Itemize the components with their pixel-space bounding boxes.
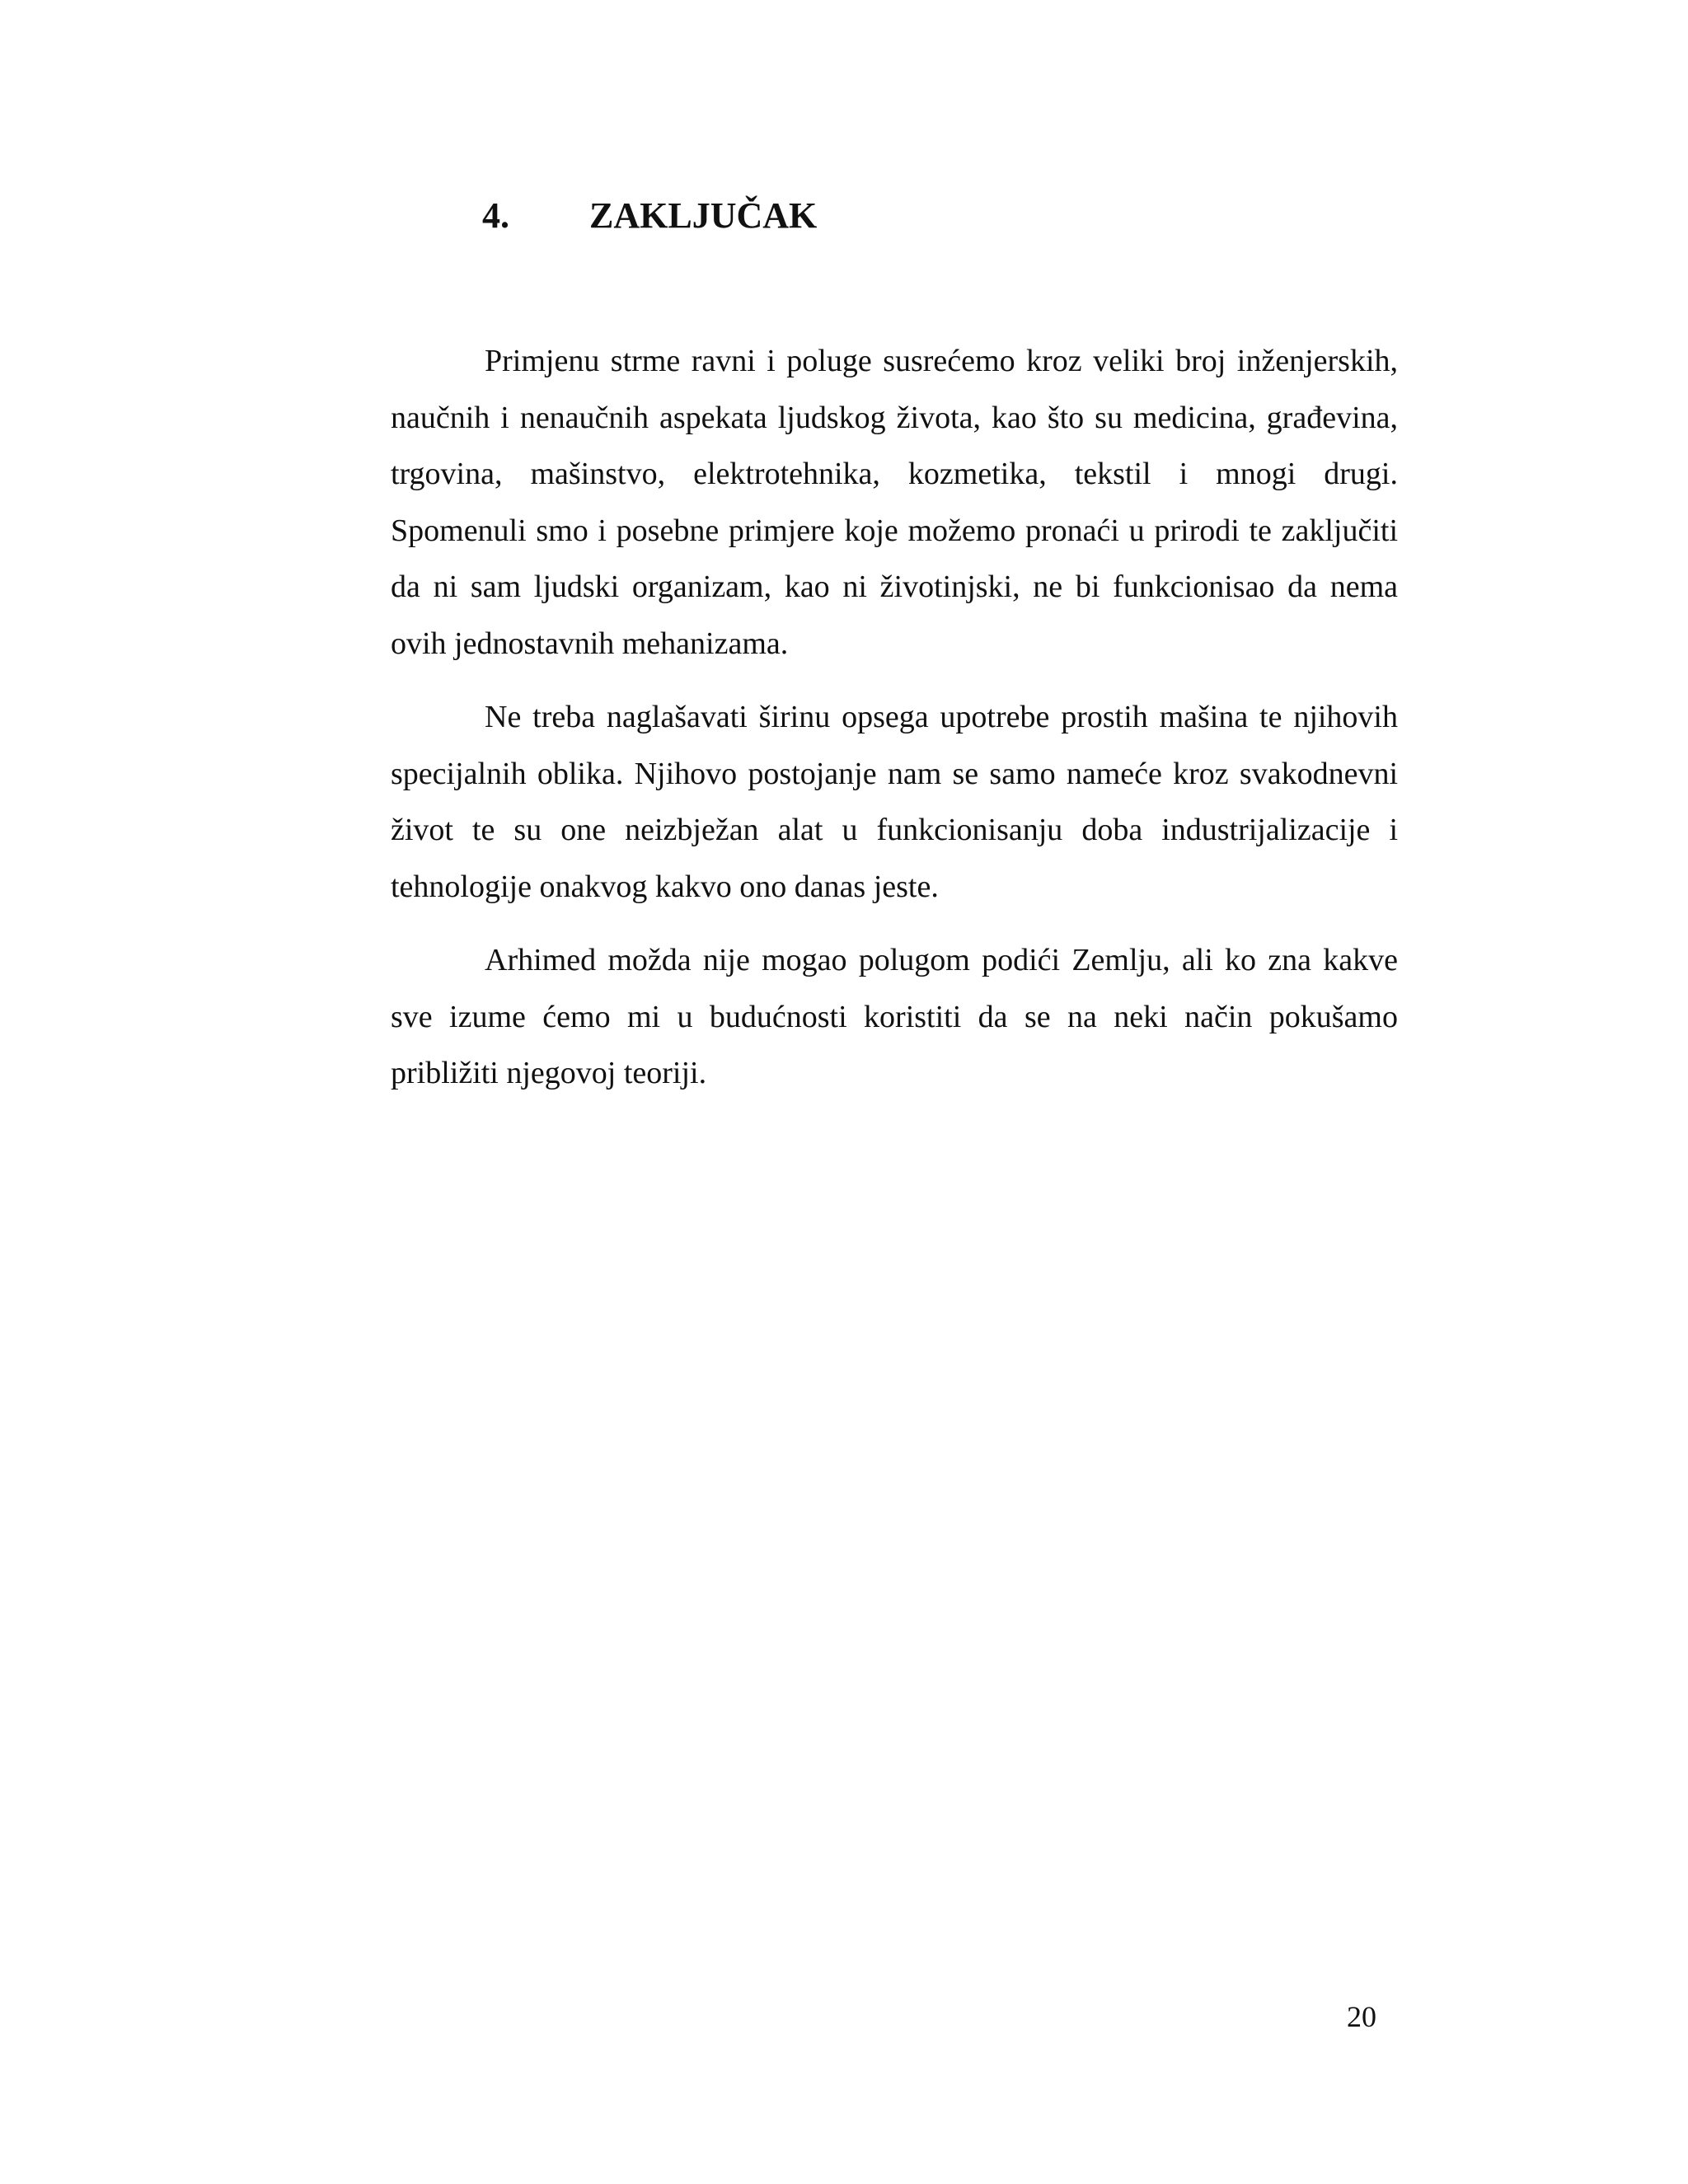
section-heading	[482, 191, 817, 241]
paragraph: Arhimed možda nije mogao polugom podići Zemlju, ali ko zna kakve sve izume ćemo mi u budućnosti koristiti da se na neki način pokušamo približiti njegovoj teoriji.	[391, 943, 1398, 1090]
body-text	[391, 333, 1398, 1119]
paragraph: Primjenu strme ravni i poluge susrećemo kroz veliki broj inženjerskih, naučnih i nenaučnih aspekata ljudskog života, kao što su medicina, građevina, trgovina, mašinstvo, elektrotehnika, kozmetika, tekstil i mnogi drugi. Spomenuli smo i posebne primjere koje možemo pronaći u prirodi te zaključiti da ni sam ljudski organizam, kao ni životinjski, ne bi funkcionisao da nema ovih jednostavnih mehanizama.	[391, 344, 1398, 661]
section-number: 4.	[482, 195, 509, 236]
section-title: ZAKLJUČAK	[589, 195, 818, 236]
page-number: 20	[1347, 2000, 1376, 2033]
paragraph: Ne treba naglašavati širinu opsega upotrebe prostih mašina te njihovih specijalnih oblika. Njihovo postojanje nam se samo nameće kroz svakodnevni život te su one neizbježan alat u funkcionisanju doba industrijalizacije i tehnologije onakvog kakvo ono danas jeste.	[391, 700, 1398, 904]
